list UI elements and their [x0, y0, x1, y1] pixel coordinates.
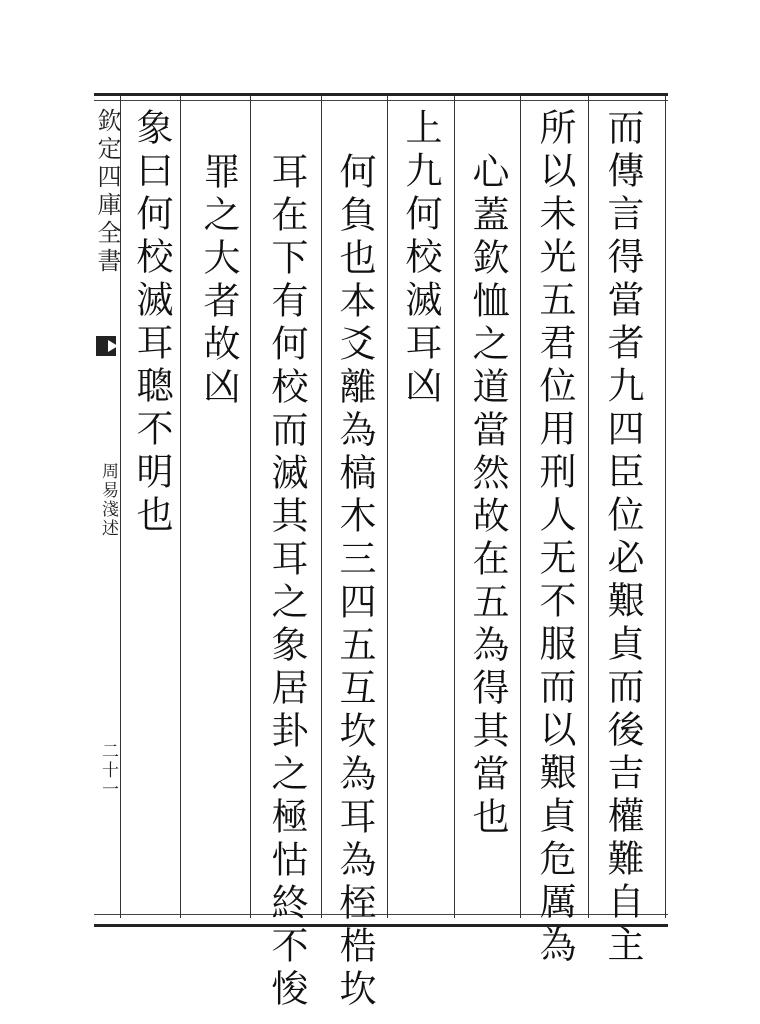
column-rule	[321, 96, 322, 918]
text-column-1: 而傳言得當者九四臣位必艱貞而後吉權難自主	[601, 108, 644, 968]
text-column-6: 耳在下有何校而滅其耳之象居卦之極怙終不悛	[265, 152, 308, 1012]
column-rule	[387, 96, 388, 918]
text-column-5: 何負也本爻離為槁木三四五互坎為耳為桎梏坎	[333, 152, 376, 1012]
column-rule	[665, 96, 666, 918]
page-number: 二十一	[98, 742, 118, 799]
column-rule	[454, 96, 455, 918]
text-column-3: 心蓋欽恤之道當然故在五為得其當也	[466, 152, 509, 840]
column-rule	[250, 96, 251, 918]
library-title: 欽定四庫全書	[93, 108, 121, 276]
text-column-7: 罪之大者故凶	[197, 152, 240, 410]
column-rule	[520, 96, 521, 918]
text-column-2: 所以未光五君位用刑人无不服而以艱貞危厲為	[533, 108, 576, 968]
column-rule	[180, 96, 181, 918]
fish-tail-notch	[108, 340, 118, 352]
column-rule	[588, 96, 589, 918]
book-title: 周易淺述	[98, 462, 118, 538]
text-column-4: 上九何校滅耳凶	[399, 108, 442, 409]
text-column-8: 象曰何校滅耳聰不明也	[130, 108, 173, 538]
